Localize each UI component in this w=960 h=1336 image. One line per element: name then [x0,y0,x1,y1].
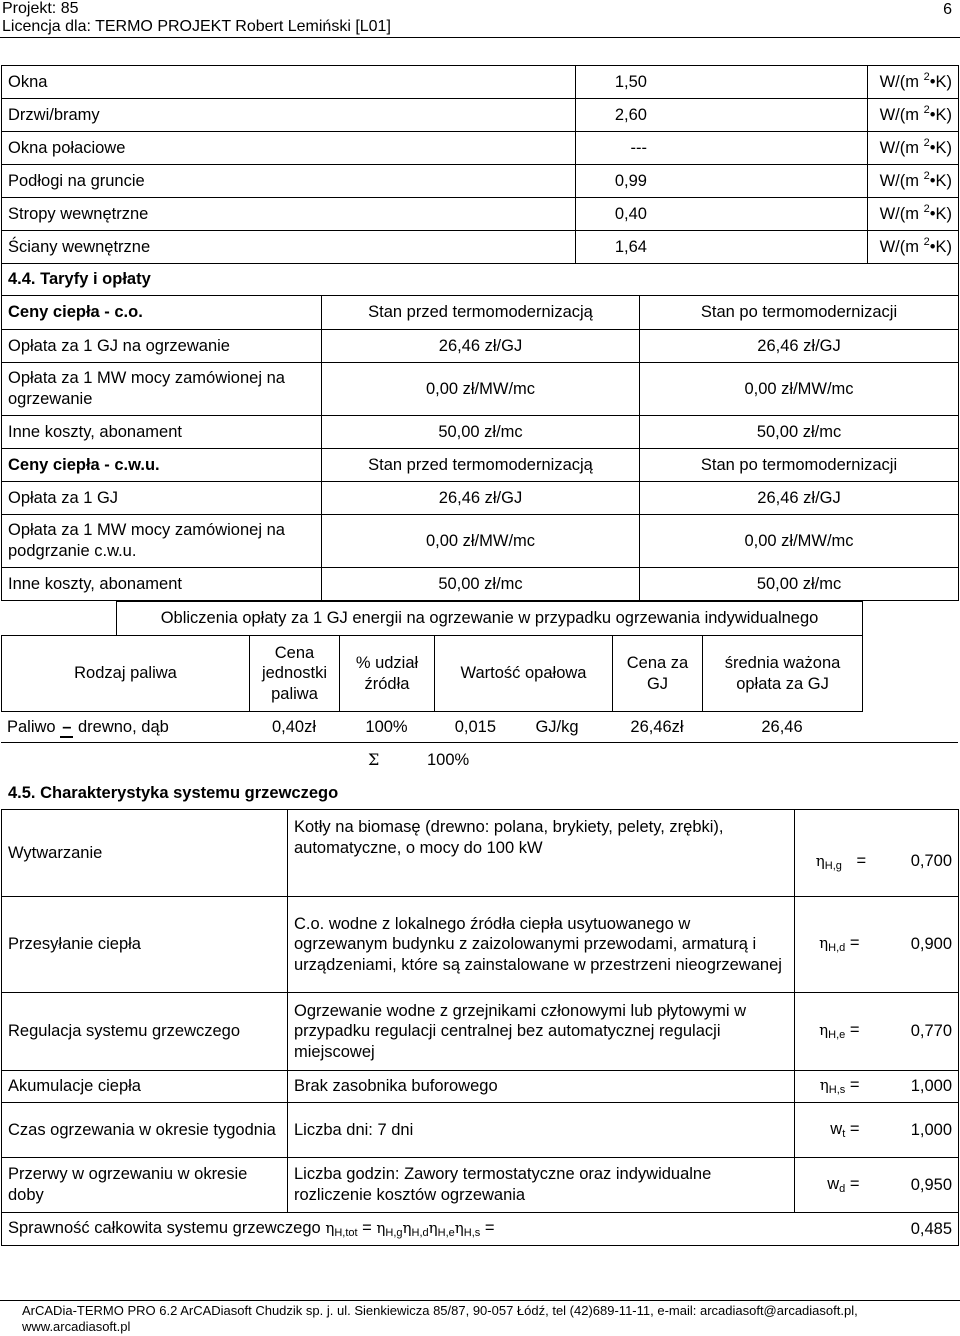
heating-title: 4.5. Charakterystyka systemu grzewczego [8,784,339,802]
fuel-dash: – [62,717,72,736]
heating-row: Czas ogrzewania w okresie tygodnia Liczba dni: 7 dni $w_t$ = 1,000 [2,1103,959,1158]
u-values-table [1,65,959,264]
footer-text: ArCADia-TERMO PRO 6.2 ArCADiasoft Chudzik sp. j. ul. Sienkiewicza 85/87, 90-057 Łódź, tel (42)689-11-11, e-mail: arcadiasoft@arcadiasoft.pl, www.arcadiasoft.pl [22,1303,858,1335]
cwu-label: Ceny ciepła - c.w.u. [2,449,322,482]
tariffs-table [1,263,959,601]
col-calorific: Wartość opałowa [435,636,613,712]
heating-row: Regulacja systemu grzewczego Ogrzewanie wodne z grzejnikami członowymi lub płytowymi w przypadku regulacji centralnej bez automatycznej regulacji miejscowej $\eta_{H,e}$ = 0,770 [2,993,959,1071]
fuel-calc-title: Obliczenia opłaty za 1 GJ energii na ogrzewanie w przypadku ogrzewania indywidualnego [117,602,863,636]
cwu-row: Opłata za 1 MW mocy zamówionej na podgrzanie c.w.u. 0,00 zł/MW/mc 0,00 zł/MW/mc [2,515,959,568]
col-share: % udział źródła [340,636,435,712]
fuel-calc-table [1,601,959,712]
u-value-name: Okna połaciowe [2,132,576,165]
u-value-row [2,198,959,231]
total-efficiency-value: 0,485 [866,1213,959,1246]
project-number: Projekt: 85 [2,0,79,17]
tariffs-title-row [2,264,959,296]
col-fuel: Rodzaj paliwa [2,636,250,712]
col-weighted: średnia ważona opłata za GJ [703,636,863,712]
col-price-gj: Cena za GJ [613,636,703,712]
cwu-before-header: Stan przed termomodernizacją [322,449,640,482]
u-value-unit: W/(m $^2$•K) [868,132,959,165]
cwu-header-row [2,449,959,482]
u-value-number: 1,64 [576,231,868,264]
u-value-number: 0,40 [576,198,868,231]
u-value-row [2,231,959,264]
cwu-after-header: Stan po termomodernizacji [640,449,959,482]
u-value-name: Stropy wewnętrzne [2,198,576,231]
u-value-number: --- [576,132,868,165]
header-rule [0,37,960,38]
total-efficiency-formula: Sprawność całkowita systemu grzewczego $\eta_{H,tot} = \eta_{H,g}\eta_{H,d}\eta_{H,e}\eta_{H,s}$ = [2,1213,866,1246]
fuel-calc-title-row [2,602,959,636]
heating-table-2 [1,896,959,1246]
co-row: Opłata za 1 GJ na ogrzewanie 26,46 zł/GJ 26,46 zł/GJ [2,330,959,363]
heating-row: Wytwarzanie Kotły na biomasę (drewno: polana, brykiety, pelety, zrębki), automatyczne, o mocy do 100 kW $\eta_{H,g} = 0,700$ [2,810,959,897]
u-value-name: Okna [2,66,576,99]
sum-value: 100% [427,751,470,769]
u-value-unit: W/(m $^2$•K) [868,99,959,132]
fuel-calc-data [1,711,958,743]
co-after-header: Stan po termomodernizacji [640,296,959,330]
co-before-header: Stan przed termomodernizacją [322,296,640,330]
heating-row: Przesyłanie ciepła C.o. wodne z lokalnego źródła ciepła usytuowanego w ogrzewanym budynku z zaizolowanymi przewodami, armaturą i urządzeniami, które są zainstalowane w przestrzeni nieogrzewanej $\eta_{H,d}$ = 0,900 [2,897,959,993]
u-value-row [2,99,959,132]
sum-symbol: Σ [368,750,380,769]
co-header-row [2,296,959,330]
col-unit-price: Cena jednostki paliwa [250,636,340,712]
u-value-unit: W/(m $^2$•K) [868,66,959,99]
u-value-name: Drzwi/bramy [2,99,576,132]
tariffs-title: 4.4. Taryfy i opłaty [2,264,959,296]
heating-table-1 [1,809,959,897]
u-value-unit: W/(m $^2$•K) [868,198,959,231]
cwu-row: Opłata za 1 GJ 26,46 zł/GJ 26,46 zł/GJ [2,482,959,515]
license-text: Licencja dla: TERMO PROJEKT Robert Lemiński [L01] [2,18,391,35]
u-value-number: 2,60 [576,99,868,132]
heating-row: Przerwy w ogrzewaniu w okresie doby Liczba godzin: Zawory termostatyczne oraz indywidualne rozliczenie kosztów ogrzewania $w_d$ = 0,950 [2,1158,959,1213]
total-efficiency-row [2,1213,959,1246]
u-value-name: Podłogi na gruncie [2,165,576,198]
u-value-name: Ściany wewnętrzne [2,231,576,264]
u-value-row [2,66,959,99]
co-row: Inne koszty, abonament 50,00 zł/mc 50,00 zł/mc [2,416,959,449]
co-label: Ceny ciepła - c.o. [2,296,322,330]
co-row: Opłata za 1 MW mocy zamówionej na ogrzewanie 0,00 zł/MW/mc 0,00 zł/MW/mc [2,363,959,416]
page-number: 6 [943,1,952,18]
u-value-number: 1,50 [576,66,868,99]
u-value-number: 0,99 [576,165,868,198]
u-value-unit: W/(m $^2$•K) [868,165,959,198]
fuel-row: Paliwo – drewno, dąb 0,40zł 100% 0,015 GJ/kg 26,46zł 26,46 [7,717,803,736]
fuel-calc-header-row [2,636,959,712]
fuel-row-rule [1,742,958,743]
u-value-row [2,165,959,198]
footer-rule [0,1300,960,1301]
heating-row: Akumulacje ciepła Brak zasobnika buforowego $\eta_{H,s}$ = 1,000 [2,1071,959,1103]
u-value-unit: W/(m $^2$•K) [868,231,959,264]
u-value-row [2,132,959,165]
cwu-row: Inne koszty, abonament 50,00 zł/mc 50,00 zł/mc [2,568,959,601]
